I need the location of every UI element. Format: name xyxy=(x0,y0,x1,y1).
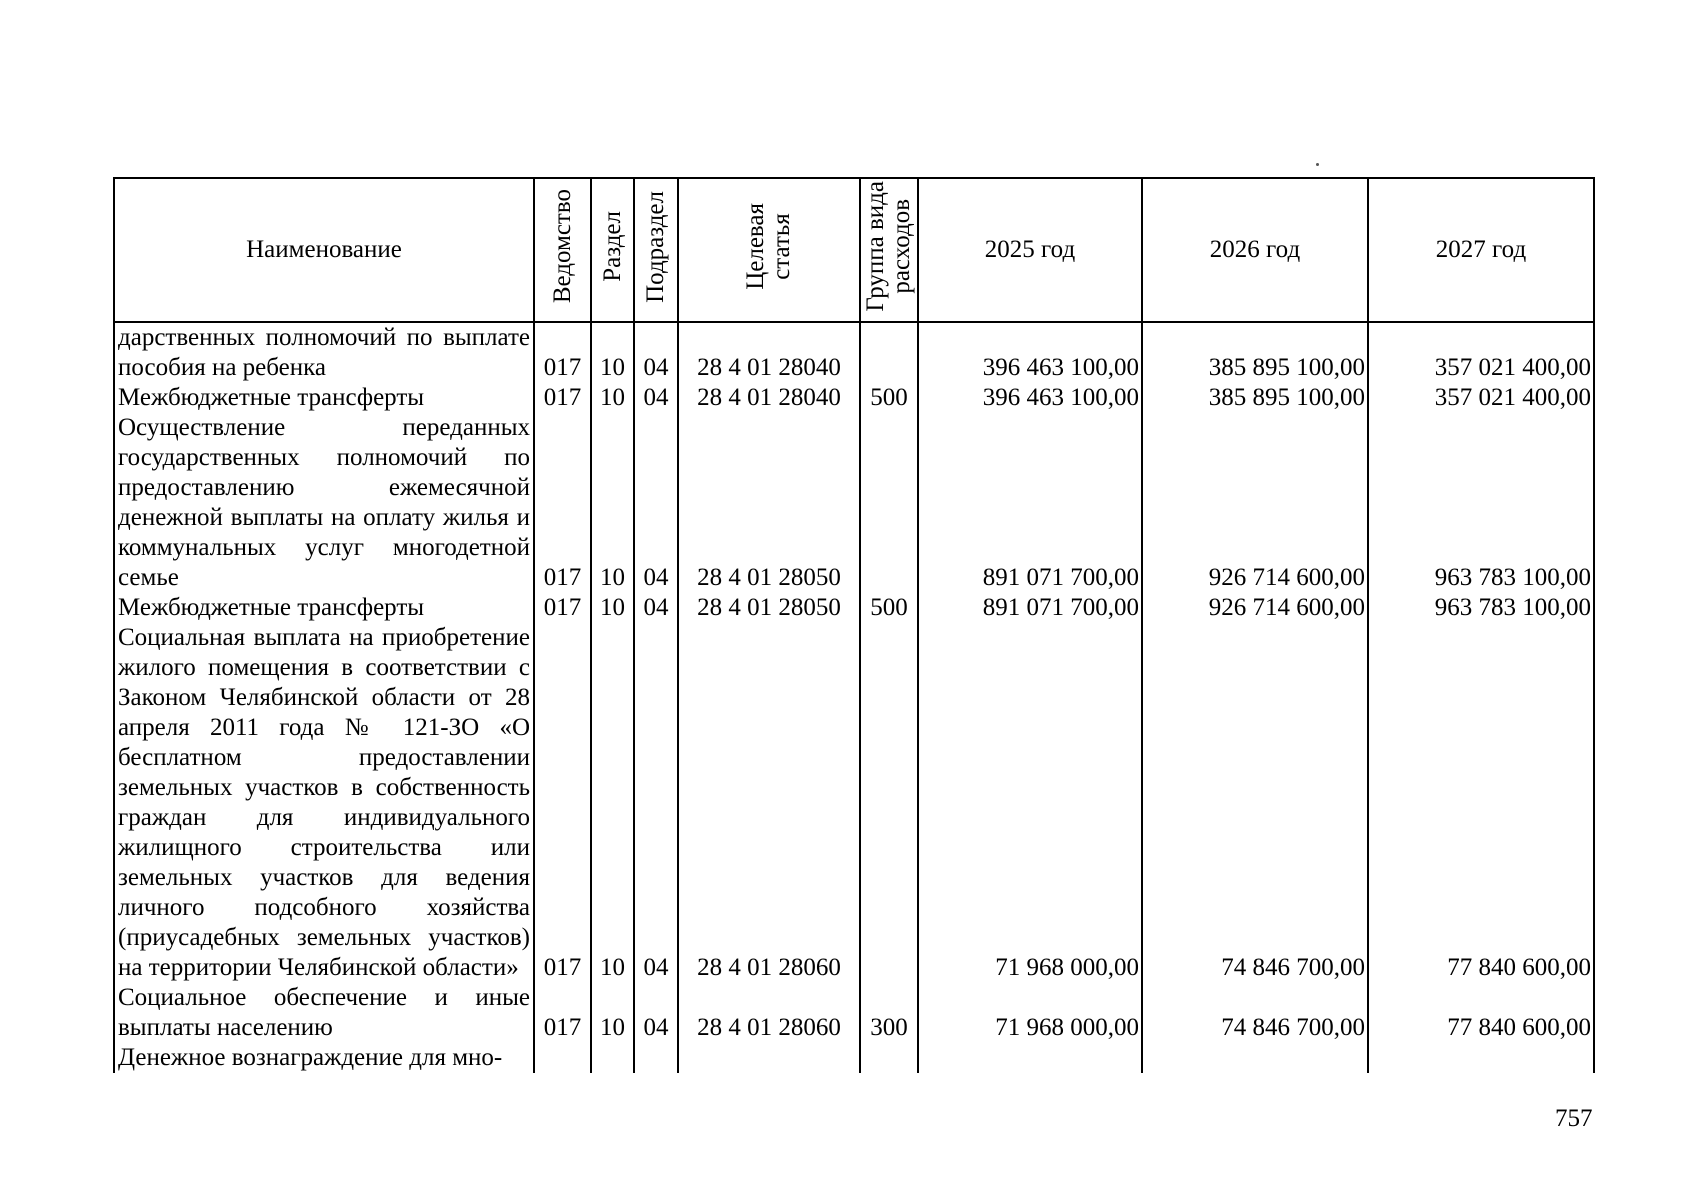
row-target: 28 4 01 28060 xyxy=(678,623,860,983)
row-subsection: 04 xyxy=(634,413,678,593)
row-name: Межбюджетные трансферты xyxy=(114,383,534,413)
row-2025: 891 071 700,00 xyxy=(918,413,1142,593)
row-section: 10 xyxy=(591,383,634,413)
table-row xyxy=(114,593,1594,623)
header-group-label xyxy=(863,181,915,312)
row-name: Осуществление переданных государственных полномочий по предоставлению ежемесячной денежной выплаты на оплату жилья и коммунальных услуг многодетной семье xyxy=(114,413,534,593)
row-name: Денежное вознаграждение для мно- xyxy=(114,1043,534,1073)
header-section xyxy=(591,178,634,322)
row-2026: 74 846 700,00 xyxy=(1142,983,1368,1043)
row-subsection: 04 xyxy=(634,322,678,383)
header-subsection xyxy=(634,178,678,322)
header-target-line2: статья xyxy=(768,213,795,280)
row-2025: 396 463 100,00 xyxy=(918,383,1142,413)
header-2026: 2026 год xyxy=(1142,178,1368,322)
row-dept: 017 xyxy=(534,593,591,623)
row-group xyxy=(860,623,918,983)
header-2027: 2027 год xyxy=(1368,178,1594,322)
row-2025: 396 463 100,00 xyxy=(918,322,1142,383)
row-dept xyxy=(534,1043,591,1073)
row-subsection: 04 xyxy=(634,593,678,623)
row-2027: 357 021 400,00 xyxy=(1368,322,1594,383)
row-2026: 385 895 100,00 xyxy=(1142,322,1368,383)
table-row xyxy=(114,1043,1594,1073)
row-dept: 017 xyxy=(534,983,591,1043)
row-2025: 71 968 000,00 xyxy=(918,623,1142,983)
row-2026 xyxy=(1142,1043,1368,1073)
row-name: Социальное обеспечение и иные выплаты населению xyxy=(114,983,534,1043)
row-subsection xyxy=(634,1043,678,1073)
row-target: 28 4 01 28040 xyxy=(678,322,860,383)
table-row xyxy=(114,623,1594,983)
row-2025: 891 071 700,00 xyxy=(918,593,1142,623)
row-dept: 017 xyxy=(534,623,591,983)
table-row xyxy=(114,383,1594,413)
row-2027: 357 021 400,00 xyxy=(1368,383,1594,413)
header-group-line2: расходов xyxy=(888,199,915,294)
row-2025: 71 968 000,00 xyxy=(918,983,1142,1043)
header-section-label: Раздел xyxy=(598,211,626,282)
row-dept: 017 xyxy=(534,413,591,593)
table-row xyxy=(114,983,1594,1043)
header-dept xyxy=(534,178,591,322)
row-2026: 385 895 100,00 xyxy=(1142,383,1368,413)
row-section: 10 xyxy=(591,322,634,383)
row-2027: 77 840 600,00 xyxy=(1368,983,1594,1043)
page-number: 757 xyxy=(1555,1105,1593,1132)
header-target-label xyxy=(743,203,795,290)
header-subsection-label: Подраздел xyxy=(642,190,669,303)
row-dept: 017 xyxy=(534,322,591,383)
header-row xyxy=(114,178,1594,322)
row-target: 28 4 01 28060 xyxy=(678,983,860,1043)
row-name: Межбюджетные трансферты xyxy=(114,593,534,623)
header-name: Наименование xyxy=(114,178,534,322)
row-group: 500 xyxy=(860,383,918,413)
table-row xyxy=(114,322,1594,383)
row-subsection: 04 xyxy=(634,983,678,1043)
row-group xyxy=(860,1043,918,1073)
table-row xyxy=(114,413,1594,593)
row-2027: 77 840 600,00 xyxy=(1368,623,1594,983)
row-subsection: 04 xyxy=(634,623,678,983)
row-name: дарственных полномочий по выплате пособия на ребенка xyxy=(114,322,534,383)
row-section xyxy=(591,1043,634,1073)
row-group xyxy=(860,322,918,383)
row-target: 28 4 01 28040 xyxy=(678,383,860,413)
row-target xyxy=(678,1043,860,1073)
row-section: 10 xyxy=(591,413,634,593)
row-section: 10 xyxy=(591,623,634,983)
header-group xyxy=(860,178,918,322)
row-2027: 963 783 100,00 xyxy=(1368,593,1594,623)
row-section: 10 xyxy=(591,593,634,623)
row-subsection: 04 xyxy=(634,383,678,413)
row-2027: 963 783 100,00 xyxy=(1368,413,1594,593)
row-section: 10 xyxy=(591,983,634,1043)
row-2025 xyxy=(918,1043,1142,1073)
header-2025: 2025 год xyxy=(918,178,1142,322)
row-group xyxy=(860,413,918,593)
header-group-line1: Группа вида xyxy=(862,181,889,312)
scan-dot xyxy=(1316,163,1319,166)
header-target xyxy=(678,178,860,322)
row-2026: 926 714 600,00 xyxy=(1142,593,1368,623)
row-group: 500 xyxy=(860,593,918,623)
row-target: 28 4 01 28050 xyxy=(678,593,860,623)
row-2027 xyxy=(1368,1043,1594,1073)
budget-table xyxy=(113,177,1595,1073)
row-2026: 926 714 600,00 xyxy=(1142,413,1368,593)
row-name: Социальная выплата на приобретение жилого помещения в соответствии с Законом Челябинской области от 28 апреля 2011 года № 121-ЗО «О бесплатном предоставлении земельных участков в собственность граждан для индивидуального жилищного строительства или земельных участков для ведения личного подсобного хозяйства (приусадебных земельных участков) на территории Челябинской области» xyxy=(114,623,534,983)
row-group: 300 xyxy=(860,983,918,1043)
row-dept: 017 xyxy=(534,383,591,413)
header-dept-label: Ведомство xyxy=(548,189,576,304)
row-target: 28 4 01 28050 xyxy=(678,413,860,593)
row-2026: 74 846 700,00 xyxy=(1142,623,1368,983)
header-target-line1: Целевая xyxy=(742,203,769,290)
